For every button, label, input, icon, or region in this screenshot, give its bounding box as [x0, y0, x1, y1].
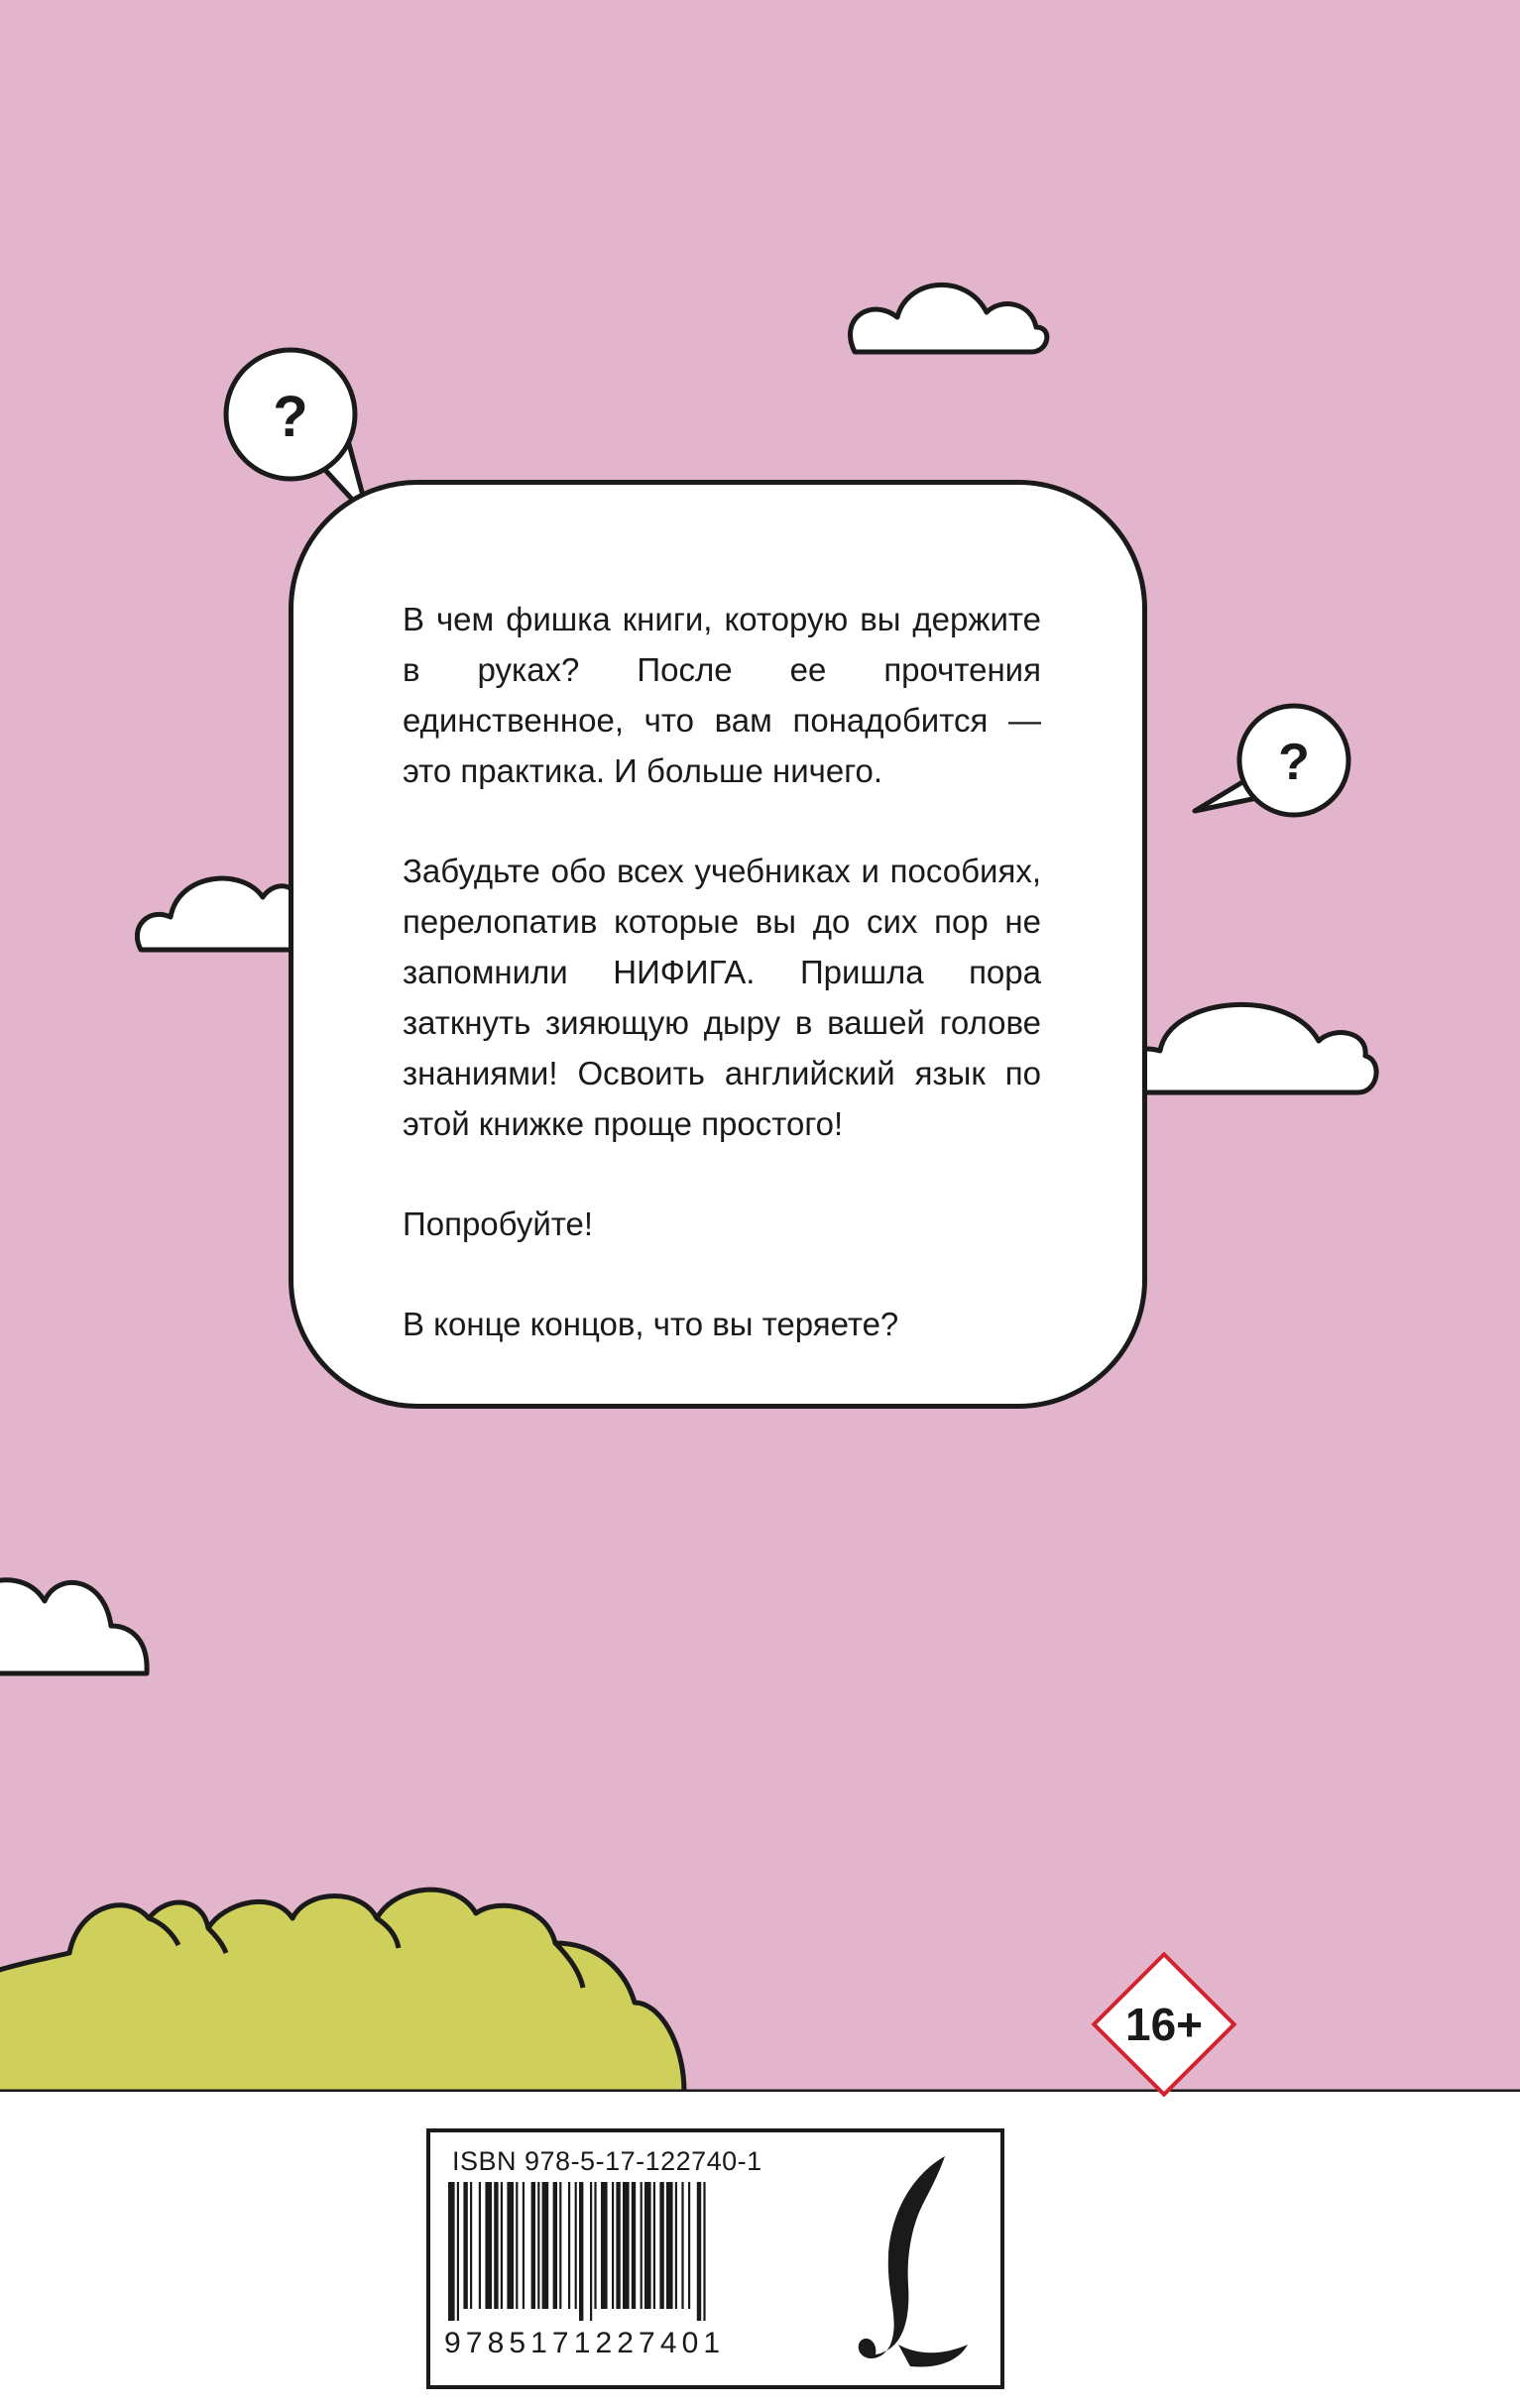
barcode-bar	[632, 2182, 636, 2309]
barcode-box	[426, 2128, 1004, 2389]
barcode-bar	[575, 2182, 577, 2309]
barcode-bar	[568, 2182, 570, 2309]
blurb-paragraph-2: Забудьте обо всех учебниках и пособиях, перелопатив которые вы до сих пор не запомнили НИФИГА. Пришла пора заткнуть зияющую дыру в вашей голове знаниями! Освоить английский язык по этой книжке проще простого!	[403, 853, 1041, 1142]
barcode-bar	[612, 2182, 614, 2309]
barcode-bar	[523, 2182, 525, 2309]
barcode-bar	[479, 2182, 481, 2309]
barcode-bar	[553, 2182, 557, 2309]
barcode-bar	[688, 2182, 690, 2309]
barcode-bar	[703, 2182, 705, 2321]
blurb-paragraph-3: Попробуйте!	[403, 1205, 594, 1242]
publisher-logo-icon	[851, 2146, 980, 2379]
barcode-bar	[494, 2182, 498, 2309]
barcode-bar	[463, 2182, 467, 2309]
barcode-bar	[641, 2182, 643, 2309]
blurb-paragraph-1: В чем фишка книги, которую вы держите в руках? После ее прочтения единственное, что вам понадобится — это практика. И больше ничего.	[403, 601, 1041, 789]
barcode-bar	[616, 2182, 620, 2309]
isbn-label: ISBN 978-5-17-122740-1	[452, 2146, 762, 2176]
barcode-bar	[601, 2182, 608, 2309]
barcode-bar	[457, 2182, 459, 2321]
barcode-bar	[675, 2182, 677, 2309]
barcode-bar	[516, 2182, 518, 2309]
blurb-text	[403, 594, 1041, 1399]
barcode-bar	[644, 2182, 651, 2309]
barcode-bar	[507, 2182, 514, 2309]
barcode-bar	[623, 2182, 630, 2309]
barcode-bar	[653, 2182, 655, 2309]
barcode-bar	[681, 2182, 683, 2309]
barcode	[448, 2182, 845, 2321]
barcode-bar	[559, 2182, 561, 2309]
question-mark-1: ?	[273, 385, 308, 449]
barcode-bar	[470, 2182, 472, 2309]
age-rating-label: 16+	[1124, 1999, 1204, 2050]
barcode-bar	[501, 2182, 503, 2309]
barcode-bar	[485, 2182, 492, 2309]
barcode-bar	[666, 2182, 673, 2309]
barcode-bar	[659, 2182, 663, 2309]
barcode-bar	[697, 2182, 701, 2321]
barcode-bar	[590, 2182, 592, 2321]
blurb-panel	[289, 480, 1147, 1409]
barcode-bar	[542, 2182, 549, 2309]
barcode-bar	[448, 2182, 455, 2321]
question-mark-2: ?	[1278, 734, 1310, 791]
blurb-paragraph-4: В конце концов, что вы теряете?	[403, 1306, 899, 1342]
barcode-bar	[537, 2182, 539, 2309]
barcode-bar	[579, 2182, 583, 2321]
barcode-bar	[594, 2182, 596, 2309]
barcode-bar	[531, 2182, 535, 2309]
barcode-number: 9785171227401	[444, 2327, 726, 2359]
